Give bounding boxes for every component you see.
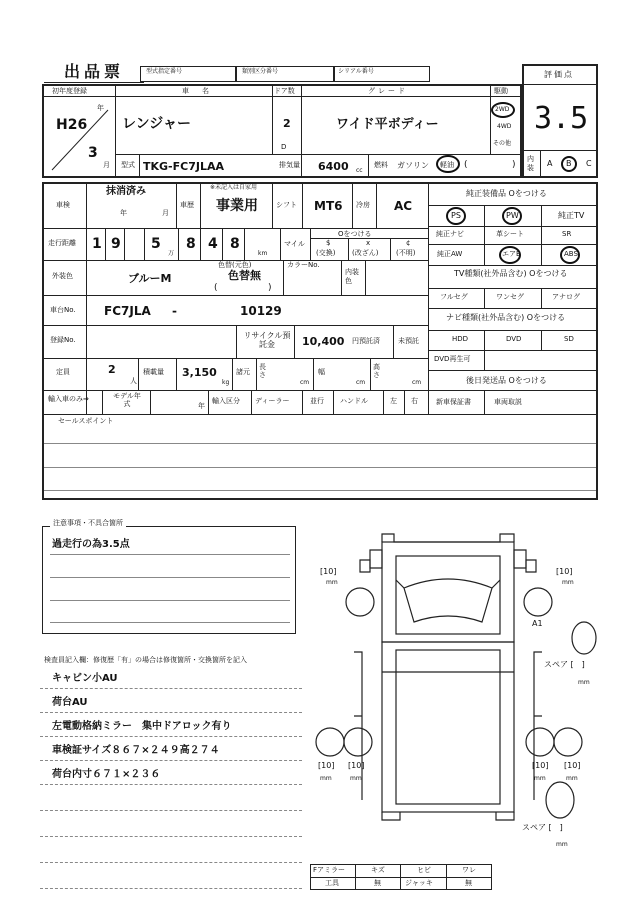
model-label: 型式 — [121, 161, 135, 169]
equip-split — [428, 182, 429, 414]
notes-line-1 — [50, 554, 290, 555]
drive-other: その他 — [493, 140, 512, 147]
insp-dash-5 — [40, 784, 302, 785]
equip-ps-circle — [446, 207, 466, 225]
label-col-split — [86, 182, 87, 414]
model-year-unit: 年 — [198, 402, 205, 410]
import-split-f — [333, 390, 334, 414]
month-unit: 月 — [103, 161, 110, 169]
insp-dash-9 — [40, 888, 302, 889]
model-value: TKG-FC7JLAA — [143, 160, 224, 173]
legend-tools: 工具 — [325, 879, 339, 887]
first-reg-month: 3 — [88, 145, 98, 161]
spare-top-mm: mm — [578, 679, 590, 686]
interior-color-split-b — [365, 260, 366, 295]
model-split — [139, 154, 140, 178]
tread-fr-mm: mm — [562, 579, 574, 586]
fuel-label: 燃料 — [374, 161, 388, 169]
handle-right: 右 — [411, 397, 418, 405]
import-split-g — [383, 390, 384, 414]
shaken-value: 抹消済み — [106, 186, 146, 197]
drive-4wd: 4WD — [497, 123, 512, 130]
row-line-1 — [42, 228, 428, 229]
equip-tv: 純正TV — [558, 211, 585, 220]
date-slash — [48, 106, 112, 174]
eq-col-1 — [484, 205, 485, 265]
inspector-line-3: 左電動格納ミラー 集中ドアロック有り — [52, 721, 232, 732]
model-year-label: モデル年式 — [113, 392, 141, 408]
load-split-b — [176, 358, 177, 390]
insp-dash-3 — [40, 736, 302, 737]
interior-a: A — [547, 159, 553, 168]
tv-oneseg: ワンセグ — [496, 293, 524, 301]
ac-label: 冷房 — [356, 201, 370, 209]
equip-navi: 純正ナビ — [436, 230, 464, 238]
inspector-line-4: 車検証サイズ８６７×２４９高２７４ — [52, 745, 220, 756]
m-split-11 — [390, 238, 391, 260]
tread-rr-outer: [10] — [564, 761, 581, 770]
equip-pw: PW — [506, 211, 519, 220]
unknown-text: (不明) — [396, 249, 416, 257]
mileage-digit-3: 5 — [151, 236, 161, 252]
katashiki-label: 型式指定番号 — [146, 68, 183, 75]
dim-width-cm: cm — [356, 379, 366, 386]
dim-height-cm: cm — [412, 379, 422, 386]
tread-rl-inner-mm: mm — [350, 775, 362, 782]
equip-airbag-circle — [499, 246, 521, 264]
sales-line-1 — [44, 443, 596, 444]
navi-sd: SD — [564, 335, 574, 343]
import-type-label: 輸入区分 — [212, 397, 240, 405]
doors-label: ドア数 — [274, 87, 295, 95]
m-split-2 — [124, 228, 125, 260]
interior-color-label: 内装色 — [345, 268, 359, 285]
color-no-split — [283, 260, 284, 295]
drive-2wd-circle — [491, 102, 515, 118]
tv-title: TV種類(社外品含む) Oをつける — [454, 269, 568, 278]
equip-sr: SR — [562, 230, 572, 238]
eq-line-5 — [428, 288, 598, 289]
recycle-split-a — [236, 325, 237, 358]
basic-header-line — [42, 96, 522, 97]
recycle-unit: 円預託済 — [352, 337, 380, 345]
equip-pw-circle — [502, 207, 522, 225]
notes-line-4 — [50, 622, 290, 623]
import-split-c — [208, 390, 209, 414]
dvd-play: DVD再生可 — [434, 355, 471, 363]
row-line-4 — [42, 325, 428, 326]
fuel-diesel-circle — [436, 155, 460, 173]
chassis-label: 車台No. — [50, 306, 76, 314]
fuel-paren-open: ( — [464, 160, 468, 170]
shift-split-a — [272, 182, 273, 228]
m-split-8 — [280, 228, 281, 260]
inspector-line-1: キャビン小AU — [52, 673, 118, 684]
drive-2wd: 2WD — [495, 106, 510, 113]
later-warranty: 新車保証書 — [436, 398, 471, 406]
insp-dash-8 — [40, 862, 302, 863]
tamper-text: (改ざん) — [352, 249, 379, 257]
model-row-line — [115, 154, 522, 155]
legend-mid — [310, 877, 492, 878]
dim-length-cm: cm — [300, 379, 310, 386]
later-manual: 車両取説 — [494, 398, 522, 406]
notes-line-3 — [50, 600, 290, 601]
interior-color-split-a — [341, 260, 342, 295]
tread-rr-inner: [10] — [532, 761, 549, 770]
mileage-digit-6: 8 — [230, 236, 240, 252]
import-split-a — [102, 390, 103, 414]
eq-col-2 — [541, 205, 542, 265]
dim-split-a — [232, 358, 233, 390]
damage-a1: A1 — [532, 619, 543, 628]
door-count: 2 — [283, 117, 291, 130]
insp-dash-7 — [40, 836, 302, 837]
recycle-label: リサイクル預託金 — [243, 331, 291, 349]
fuel-paren-close: ) — [512, 160, 516, 170]
chassis-number: 10129 — [240, 304, 282, 318]
score-value: 3.5 — [534, 101, 589, 136]
spare-top-label: スペア [ ] — [544, 660, 585, 669]
eq-line-1 — [428, 205, 598, 206]
car-name: レンジャー — [122, 116, 192, 132]
eq-line-10 — [428, 390, 598, 391]
capacity-label: 定員 — [56, 368, 70, 376]
exchange-symbol: $ — [326, 239, 331, 247]
eq-line-9 — [428, 370, 598, 371]
later-title: 後日発送品 Oをつける — [466, 376, 547, 385]
load-label: 積載量 — [143, 368, 164, 376]
import-split-e — [302, 390, 303, 414]
eq-line-6 — [428, 308, 598, 309]
unknown-symbol: ¢ — [406, 239, 411, 247]
score-divider — [522, 84, 598, 85]
shaken-month-unit: 月 — [162, 209, 169, 217]
mileage-man: 万 — [168, 250, 175, 257]
eq-line-8 — [428, 350, 598, 351]
tread-rl-outer: [10] — [318, 761, 335, 770]
eq-line-7 — [428, 330, 598, 331]
col-split-3 — [301, 84, 302, 178]
legend-tools-value: 無 — [374, 879, 381, 887]
history-label: 車歴 — [180, 201, 194, 209]
history-note: ※未記入は自家用 — [210, 184, 258, 191]
row-line-6 — [42, 390, 428, 391]
legend-jack: ジャッキ — [405, 879, 433, 887]
dim-split-d — [370, 358, 371, 390]
interior-divider — [522, 150, 598, 151]
mileage-digit-4: 8 — [186, 236, 196, 252]
door-suffix: D — [281, 143, 287, 151]
mileage-mile: マイル — [284, 240, 305, 248]
color-value: ブルーM — [128, 272, 172, 285]
inspector-line-5: 荷台内寸６７１×２３６ — [52, 769, 161, 780]
equip-title: 純正装備品 Oをつける — [466, 189, 547, 198]
shaken-label: 車検 — [56, 201, 70, 209]
ac-value: AC — [394, 199, 413, 213]
drive-label: 駆動 — [494, 87, 508, 95]
m-split-1 — [105, 228, 106, 260]
navi-dvd: DVD — [506, 335, 522, 343]
interior-b: B — [566, 159, 572, 168]
notes-line-2 — [50, 577, 290, 578]
color-no-label: カラーNo. — [287, 261, 320, 269]
equip-ps: PS — [451, 211, 461, 220]
col-split-4 — [490, 84, 491, 154]
parallel-label: 並行 — [310, 397, 324, 405]
insp-dash-2 — [40, 712, 302, 713]
legend-mirror: Fアミラー — [313, 866, 346, 874]
chassis-dash: - — [172, 304, 177, 318]
import-split-b — [150, 390, 151, 414]
spare-bottom-mm: mm — [556, 841, 568, 848]
shaken-year-unit: 年 — [120, 209, 127, 217]
load-unit: kg — [222, 379, 230, 386]
inspector-line-2: 荷台AU — [52, 697, 88, 708]
legend-col-1 — [355, 864, 356, 890]
m-split-7 — [244, 228, 245, 260]
score-label: 評価点 — [544, 70, 574, 79]
displacement-value: 6400 — [318, 160, 349, 173]
sales-line-3 — [44, 490, 596, 491]
shift-label: シフト — [276, 201, 297, 209]
color-label: 外装色 — [52, 272, 73, 280]
mileage-circle-note: Oをつける — [338, 230, 372, 238]
first-reg-year: H26 — [56, 117, 88, 133]
equip-aw: 純正AW — [437, 250, 463, 258]
insp-dash-4 — [40, 760, 302, 761]
legend-crack: ヒビ — [417, 866, 431, 874]
mileage-digit-2: 9 — [111, 236, 121, 252]
tv-analog: アナログ — [552, 293, 580, 301]
repaint-label: 色替(元色) — [218, 261, 252, 269]
later-col — [484, 390, 485, 414]
recycle-split-c — [393, 325, 394, 358]
ac-split-a — [352, 182, 353, 228]
tread-fl-mm: mm — [326, 579, 338, 586]
equip-airbag: エアB — [502, 250, 521, 258]
spare-bottom-label: スペア [ ] — [522, 823, 563, 832]
load-split-a — [138, 358, 139, 390]
m-split-9 — [310, 228, 311, 260]
tv-col-1 — [484, 288, 485, 308]
interior-b-circle — [561, 156, 577, 172]
repaint-value: 色替無 — [228, 269, 261, 282]
import-split-d — [251, 390, 252, 414]
ruibetsu-label: 類別区分番号 — [242, 68, 279, 75]
shift-split-b — [302, 182, 303, 228]
navi-hdd: HDD — [452, 335, 469, 343]
navi-title: ナビ種類(社外品含む) Oをつける — [446, 313, 566, 322]
row-line-7 — [42, 414, 598, 415]
dim-height: 高さ — [373, 363, 380, 379]
title-underline — [44, 82, 144, 83]
interior-c: C — [586, 159, 592, 168]
legend-break: ワレ — [462, 866, 476, 874]
legend-col-3 — [446, 864, 447, 890]
dealer-label: ディーラー — [255, 397, 290, 405]
sales-line-2 — [44, 467, 596, 468]
reg-label: 登録No. — [50, 336, 76, 344]
inspector-label: 検査員記入欄：修復歴「有」の場合は修復箇所・交換箇所を記入 — [44, 656, 247, 664]
year-unit: 年 — [97, 104, 104, 112]
grade-value: ワイド平ボディー — [336, 117, 439, 132]
fuel-split — [368, 154, 369, 178]
dim-width: 幅 — [318, 368, 325, 376]
import-label: 輸入車のみ⇒ — [48, 395, 89, 403]
handle-label: ハンドル — [340, 397, 368, 405]
grade-label: グレード — [368, 87, 408, 95]
interior-label: 内装 — [527, 155, 534, 172]
repaint-paren-open: ( — [214, 283, 218, 293]
dim-label: 諸元 — [236, 368, 250, 376]
navi-col-2 — [541, 330, 542, 350]
col-split-1 — [115, 84, 116, 178]
tread-rr-inner-mm: mm — [534, 775, 546, 782]
tv-fullseg: フルセグ — [440, 293, 468, 301]
first-reg-label: 初年度登録 — [52, 87, 87, 95]
mileage-km: km — [258, 250, 268, 257]
fuel-gasoline: ガソリン — [397, 161, 429, 170]
shift-value: MT6 — [314, 199, 343, 213]
tread-rl-inner: [10] — [348, 761, 365, 770]
cc-unit: cc — [356, 167, 363, 174]
eq-line-4 — [428, 265, 598, 266]
dim-length: 長さ — [259, 363, 266, 379]
chassis-prefix: FC7JLA — [104, 304, 151, 318]
mileage-digit-1: 1 — [92, 236, 102, 252]
tread-fr: [10] — [556, 567, 573, 576]
displacement-label: 排気量 — [279, 161, 300, 169]
tamper-symbol: x — [366, 239, 371, 247]
capacity-unit: 人 — [130, 377, 137, 385]
mileage-label: 走行距離 — [48, 239, 76, 247]
legend-jack-value: 無 — [465, 879, 472, 887]
notes-label: 注意事項・不具合箇所 — [50, 520, 126, 527]
equip-leather: 革シート — [496, 230, 524, 238]
mileage-digit-5: 4 — [208, 236, 218, 252]
import-split-h — [404, 390, 405, 414]
tread-rr-outer-mm: mm — [566, 775, 578, 782]
history-value: 事業用 — [216, 198, 258, 214]
notes-text: 過走行の為3.5点 — [52, 539, 130, 550]
m-split-10 — [348, 238, 349, 260]
insp-dash-1 — [40, 688, 302, 689]
recycle-value: 10,400 — [302, 335, 345, 348]
handle-left: 左 — [390, 397, 397, 405]
eq-line-3 — [428, 244, 598, 245]
dim-split-c — [313, 358, 314, 390]
m-split-5 — [200, 228, 201, 260]
truck-diagram — [300, 520, 600, 860]
navi-col-1 — [484, 330, 485, 350]
col-split-2 — [272, 84, 273, 154]
capacity-value: 2 — [108, 363, 116, 376]
dim-split-b — [256, 358, 257, 390]
legend-scratch: キズ — [371, 866, 385, 874]
form-title: 出品票 — [64, 62, 125, 81]
eq-line-2 — [428, 226, 598, 227]
equip-abs: ABS — [564, 250, 578, 258]
m-split-6 — [222, 228, 223, 260]
tread-fl: [10] — [320, 567, 337, 576]
fuel-diesel: 軽油 — [440, 161, 454, 169]
load-value: 3,150 — [182, 366, 217, 379]
recycle-split-b — [294, 325, 295, 358]
exchange-text: (交換) — [316, 249, 336, 257]
ac-split-b — [376, 182, 377, 228]
history-split-b — [200, 182, 201, 228]
insp-dash-6 — [40, 810, 302, 811]
m-split-3 — [144, 228, 145, 260]
recycle-unpaid: 未預託 — [398, 337, 419, 345]
legend-col-2 — [400, 864, 401, 890]
tv-col-2 — [541, 288, 542, 308]
row-line-3 — [42, 295, 428, 296]
name-label: 車 名 — [182, 87, 212, 95]
serial-label: シリアル番号 — [338, 68, 374, 75]
sales-point-label: セールスポイント — [58, 417, 114, 425]
dvd-col — [484, 350, 485, 370]
tread-rl-outer-mm: mm — [320, 775, 332, 782]
interior-split — [540, 150, 541, 178]
equip-abs-circle — [560, 246, 580, 264]
repaint-paren-close: ) — [268, 283, 272, 293]
history-split-a — [176, 182, 177, 228]
m-split-4 — [178, 228, 179, 260]
